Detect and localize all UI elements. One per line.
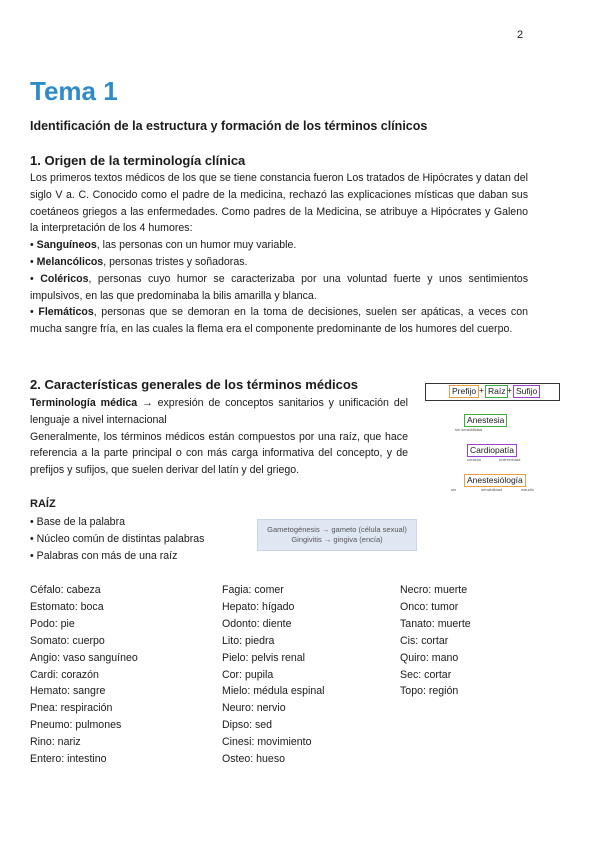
- list-item: Rino: nariz: [30, 736, 81, 749]
- example-note: sensibilidad: [481, 487, 502, 492]
- section1-intro: Los primeros textos médicos de los que se tiene constancia fueron Los tratados de Hipócrates y datan del siglo V a. C. Conocido como el padre de la medicina, rechazó las explicaciones místicas que daban sus coetáneos griegos a las enfermedades. Como padres de la Medicina, se atribuye a Hipócrates y Galeno la interpretación de los 4 humores:: [30, 172, 528, 235]
- list-item: Somato: cuerpo: [30, 634, 105, 647]
- section2-body: [30, 395, 408, 479]
- prefix-box: Prefijo: [449, 385, 479, 398]
- plus-sign: +: [479, 385, 484, 395]
- example-note: enfermedad: [499, 457, 521, 462]
- list-item: Neuro: nervio: [222, 702, 286, 715]
- example-line: Gingivitis → gingiva (encía): [291, 535, 383, 544]
- humor-item: • Flemáticos, personas que se demoran en la toma de decisiones, suelen ser apáticas, a veces con mucha sangre fría, en las cuales la flema era el componente predominante de los humores del cuerpo.: [30, 306, 528, 336]
- list-item: Odonto: diente: [222, 617, 292, 630]
- list-item: Podo: pie: [30, 617, 75, 630]
- list-item: • Núcleo común de distintas palabras: [30, 532, 205, 545]
- list-item: Quiro: mano: [400, 651, 459, 664]
- example-anestesia: Anestesia: [464, 414, 507, 427]
- example-cardiopatia: Cardiopatía: [467, 444, 517, 457]
- raiz-heading: RAÍZ: [30, 498, 56, 510]
- list-item: Cor: pupila: [222, 668, 274, 681]
- humor-item: • Sanguíneos, las personas con un humor muy variable.: [30, 239, 297, 252]
- roots-column-1: [30, 582, 138, 768]
- page-number: 2: [517, 29, 524, 41]
- list-item: Hemato: sangre: [30, 685, 106, 698]
- section1-body: [30, 170, 528, 338]
- humor-item: • Melancólicos, personas tristes y soñadoras.: [30, 255, 248, 268]
- list-item: Dipso: sed: [222, 719, 273, 732]
- root-example-box: [257, 519, 417, 551]
- list-item: Hepato: hígado: [222, 600, 295, 613]
- raiz-bullets: [30, 514, 204, 564]
- list-item: Pneumo: pulmones: [30, 719, 122, 732]
- plus-sign: +: [507, 385, 512, 395]
- list-item: Fagia: comer: [222, 584, 284, 596]
- example-anestesiologia: Anestesiólogía: [464, 474, 526, 487]
- list-item: Topo: región: [400, 685, 459, 698]
- list-item: Cinesi: movimiento: [222, 736, 312, 749]
- roots-column-3: [400, 582, 471, 700]
- list-item: • Base de la palabra: [30, 516, 125, 528]
- roots-column-2: [222, 582, 324, 768]
- word-structure-diagram: [425, 383, 560, 493]
- example-note: sin: [451, 487, 457, 492]
- root-box: Raíz: [485, 385, 508, 398]
- general-description: Generalmente, los términos médicos están compuestos por una raíz, que hace referencia a la parte principal o con más carga informativa del concepto, y de prefijos y sufijos, que suelen derivar del latín y del griego.: [30, 430, 408, 477]
- list-item: Mielo: médula espinal: [222, 685, 325, 698]
- term-definition: Terminología médica → expresión de conceptos sanitarios y unificación del lenguaje a nivel internacional: [30, 397, 408, 426]
- page-title: Tema 1: [30, 76, 118, 106]
- list-item: Pielo: pelvis renal: [222, 651, 306, 664]
- humor-item: • Coléricos, personas cuyo humor se caracterizaba por una voluntad fuerte y unos sentimientos impulsivos, en las que predominaba la bilis amarilla y blanca.: [30, 272, 528, 302]
- list-item: Onco: tumor: [400, 600, 459, 613]
- list-item: Entero: intestino: [30, 753, 107, 766]
- example-note: corazón: [467, 457, 482, 462]
- list-item: Pnea: respiración: [30, 702, 113, 715]
- list-item: • Palabras con más de una raíz: [30, 549, 178, 562]
- section1-heading: 1. Origen de la terminología clínica: [30, 153, 246, 168]
- list-item: Necro: muerte: [400, 584, 468, 596]
- list-item: Estomato: boca: [30, 600, 104, 613]
- example-note: sin sensibilidad: [455, 427, 483, 432]
- list-item: Lito: piedra: [222, 634, 275, 647]
- example-line: Gametogénesis → gameto (célula sexual): [267, 525, 407, 534]
- list-item: Cardi: corazón: [30, 668, 99, 681]
- list-item: Cis: cortar: [400, 634, 449, 647]
- page-subtitle: Identificación de la estructura y formación de los términos clínicos: [30, 119, 428, 133]
- list-item: Angio: vaso sanguíneo: [30, 651, 138, 664]
- list-item: Sec: cortar: [400, 668, 452, 681]
- example-note: estudio: [521, 487, 534, 492]
- list-item: Osteo: hueso: [222, 753, 286, 766]
- section2-heading: 2. Características generales de los términos médicos: [30, 377, 359, 392]
- list-item: Tanato: muerte: [400, 617, 471, 630]
- list-item: Céfalo: cabeza: [30, 584, 101, 596]
- suffix-box: Sufijo: [513, 385, 540, 398]
